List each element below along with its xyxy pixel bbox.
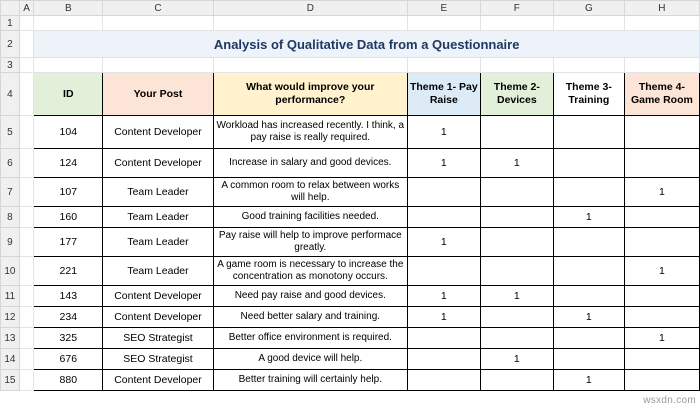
sheet-row-4 <box>1 73 700 116</box>
row-header-3[interactable]: 3 <box>1 58 20 73</box>
cell-theme3[interactable] <box>553 328 624 349</box>
cell-theme1[interactable] <box>407 207 480 228</box>
cell-question[interactable]: A common room to relax between works will help. <box>213 178 407 207</box>
column-header-e[interactable]: E <box>407 1 480 16</box>
cell-theme4[interactable] <box>624 228 699 257</box>
table-header-theme3[interactable]: Theme 3- Training <box>553 73 624 116</box>
column-header-g[interactable]: G <box>553 1 624 16</box>
cell-id[interactable]: 880 <box>34 370 103 391</box>
cell-question[interactable]: Better office environment is required. <box>213 328 407 349</box>
row-header-2[interactable]: 2 <box>1 31 20 58</box>
cell-theme1[interactable]: 1 <box>407 116 480 149</box>
column-header-h[interactable]: H <box>624 1 699 16</box>
cell-post[interactable]: Content Developer <box>103 286 214 307</box>
cell-theme4[interactable] <box>624 349 699 370</box>
table-row <box>1 116 700 149</box>
cell-a8[interactable] <box>19 207 34 228</box>
cell-id[interactable]: 124 <box>34 149 103 178</box>
cell-theme1[interactable]: 1 <box>407 286 480 307</box>
column-header-d[interactable]: D <box>213 1 407 16</box>
cell-a3[interactable] <box>19 58 34 73</box>
cell-h3[interactable] <box>624 58 699 73</box>
cell-theme1[interactable] <box>407 349 480 370</box>
cell-theme2[interactable] <box>480 307 553 328</box>
row-header-10[interactable]: 10 <box>1 257 20 286</box>
cell-a9[interactable] <box>19 228 34 257</box>
cell-theme1[interactable]: 1 <box>407 228 480 257</box>
cell-question[interactable]: Need pay raise and good devices. <box>213 286 407 307</box>
cell-a2[interactable] <box>19 31 34 58</box>
cell-theme3[interactable] <box>553 149 624 178</box>
cell-id[interactable]: 234 <box>34 307 103 328</box>
cell-question[interactable]: A game room is necessary to increase the concentration as monotony occurs. <box>213 257 407 286</box>
cell-id[interactable]: 676 <box>34 349 103 370</box>
cell-theme4[interactable] <box>624 207 699 228</box>
cell-f1[interactable] <box>480 16 553 31</box>
cell-theme2[interactable] <box>480 228 553 257</box>
cell-e1[interactable] <box>407 16 480 31</box>
cell-d3[interactable] <box>213 58 407 73</box>
cell-theme3[interactable]: 1 <box>553 207 624 228</box>
cell-a10[interactable] <box>19 257 34 286</box>
page-title[interactable]: Analysis of Qualitative Data from a Questionnaire <box>34 31 700 58</box>
cell-theme2[interactable] <box>480 178 553 207</box>
cell-id[interactable]: 143 <box>34 286 103 307</box>
cell-theme1[interactable]: 1 <box>407 149 480 178</box>
column-header-c[interactable]: C <box>103 1 214 16</box>
cell-question[interactable]: Need better salary and training. <box>213 307 407 328</box>
cell-id[interactable]: 221 <box>34 257 103 286</box>
cell-g1[interactable] <box>553 16 624 31</box>
sheet-row-3 <box>1 58 700 73</box>
cell-b1[interactable] <box>34 16 103 31</box>
table-header-theme4[interactable]: Theme 4- Game Room <box>624 73 699 116</box>
table-header-id[interactable]: ID <box>34 73 103 116</box>
table-header-theme1[interactable]: Theme 1- Pay Raise <box>407 73 480 116</box>
table-row <box>1 286 700 307</box>
cell-a7[interactable] <box>19 178 34 207</box>
cell-a15[interactable] <box>19 370 34 391</box>
column-header-f[interactable]: F <box>480 1 553 16</box>
cell-theme4[interactable]: 1 <box>624 178 699 207</box>
column-header-b[interactable]: B <box>34 1 103 16</box>
cell-theme3[interactable]: 1 <box>553 370 624 391</box>
row-header-5[interactable]: 5 <box>1 116 20 149</box>
cell-id[interactable]: 160 <box>34 207 103 228</box>
cell-a13[interactable] <box>19 328 34 349</box>
cell-a14[interactable] <box>19 349 34 370</box>
cell-a1[interactable] <box>19 16 34 31</box>
cell-theme1[interactable] <box>407 370 480 391</box>
cell-a5[interactable] <box>19 116 34 149</box>
cell-theme4[interactable] <box>624 286 699 307</box>
cell-theme1[interactable] <box>407 178 480 207</box>
cell-post[interactable]: Content Developer <box>103 149 214 178</box>
cell-question[interactable]: Good training facilities needed. <box>213 207 407 228</box>
column-header-row <box>1 1 700 16</box>
cell-id[interactable]: 104 <box>34 116 103 149</box>
cell-post[interactable]: Team Leader <box>103 257 214 286</box>
cell-post[interactable]: Content Developer <box>103 307 214 328</box>
cell-question[interactable]: Better training will certainly help. <box>213 370 407 391</box>
table-row <box>1 228 700 257</box>
cell-question[interactable]: Workload has increased recently. I think, a pay raise is really required. <box>213 116 407 149</box>
cell-theme1[interactable] <box>407 257 480 286</box>
cell-theme3[interactable] <box>553 228 624 257</box>
cell-theme2[interactable] <box>480 116 553 149</box>
cell-id[interactable]: 325 <box>34 328 103 349</box>
cell-e3[interactable] <box>407 58 480 73</box>
cell-theme3[interactable] <box>553 178 624 207</box>
table-header-question[interactable]: What would improve your performance? <box>213 73 407 116</box>
cell-theme3[interactable] <box>553 349 624 370</box>
cell-question[interactable]: Increase in salary and good devices. <box>213 149 407 178</box>
cell-theme2[interactable] <box>480 257 553 286</box>
cell-theme2[interactable] <box>480 370 553 391</box>
row-header-15[interactable]: 15 <box>1 370 20 391</box>
cell-theme4[interactable] <box>624 149 699 178</box>
cell-theme1[interactable] <box>407 328 480 349</box>
table-row <box>1 328 700 349</box>
sheet-row-2 <box>1 31 700 58</box>
cell-theme2[interactable] <box>480 207 553 228</box>
cell-a6[interactable] <box>19 149 34 178</box>
select-all-corner[interactable] <box>1 1 20 16</box>
cell-d1[interactable] <box>213 16 407 31</box>
cell-post[interactable]: Content Developer <box>103 370 214 391</box>
row-header-1[interactable]: 1 <box>1 16 20 31</box>
cell-h1[interactable] <box>624 16 699 31</box>
cell-theme4[interactable]: 1 <box>624 328 699 349</box>
cell-g3[interactable] <box>553 58 624 73</box>
table-row <box>1 207 700 228</box>
table-row <box>1 307 700 328</box>
row-header-14[interactable]: 14 <box>1 349 20 370</box>
column-header-a[interactable]: A <box>19 1 34 16</box>
cell-b3[interactable] <box>34 58 103 73</box>
row-header-12[interactable]: 12 <box>1 307 20 328</box>
cell-theme3[interactable] <box>553 116 624 149</box>
cell-question[interactable]: Pay raise will help to improve performace greatly. <box>213 228 407 257</box>
watermark: wsxdn.com <box>643 395 696 406</box>
cell-post[interactable]: Team Leader <box>103 178 214 207</box>
cell-theme3[interactable] <box>553 257 624 286</box>
cell-theme4[interactable] <box>624 307 699 328</box>
row-header-13[interactable]: 13 <box>1 328 20 349</box>
sheet-row-1 <box>1 16 700 31</box>
cell-question[interactable]: A good device will help. <box>213 349 407 370</box>
cell-post[interactable]: Content Developer <box>103 116 214 149</box>
cell-c3[interactable] <box>103 58 214 73</box>
table-row <box>1 178 700 207</box>
cell-post[interactable]: SEO Strategist <box>103 349 214 370</box>
row-header-6[interactable]: 6 <box>1 149 20 178</box>
cell-a12[interactable] <box>19 307 34 328</box>
row-header-11[interactable]: 11 <box>1 286 20 307</box>
row-header-9[interactable]: 9 <box>1 228 20 257</box>
table-header-theme2[interactable]: Theme 2- Devices <box>480 73 553 116</box>
cell-theme4[interactable] <box>624 370 699 391</box>
row-header-8[interactable]: 8 <box>1 207 20 228</box>
table-row <box>1 257 700 286</box>
cell-c1[interactable] <box>103 16 214 31</box>
cell-theme3[interactable] <box>553 286 624 307</box>
cell-theme2[interactable] <box>480 328 553 349</box>
table-row <box>1 370 700 391</box>
cell-post[interactable]: SEO Strategist <box>103 328 214 349</box>
cell-f3[interactable] <box>480 58 553 73</box>
cell-a11[interactable] <box>19 286 34 307</box>
table-row <box>1 149 700 178</box>
cell-theme1[interactable]: 1 <box>407 307 480 328</box>
row-header-4[interactable]: 4 <box>1 73 20 116</box>
cell-post[interactable]: Team Leader <box>103 228 214 257</box>
row-header-7[interactable]: 7 <box>1 178 20 207</box>
table-row <box>1 349 700 370</box>
cell-theme4[interactable]: 1 <box>624 257 699 286</box>
cell-a4[interactable] <box>19 73 34 116</box>
cell-theme4[interactable] <box>624 116 699 149</box>
cell-id[interactable]: 177 <box>34 228 103 257</box>
cell-theme3[interactable]: 1 <box>553 307 624 328</box>
cell-theme2[interactable]: 1 <box>480 349 553 370</box>
cell-id[interactable]: 107 <box>34 178 103 207</box>
cell-post[interactable]: Team Leader <box>103 207 214 228</box>
table-header-post[interactable]: Your Post <box>103 73 214 116</box>
cell-theme2[interactable]: 1 <box>480 149 553 178</box>
cell-theme2[interactable]: 1 <box>480 286 553 307</box>
